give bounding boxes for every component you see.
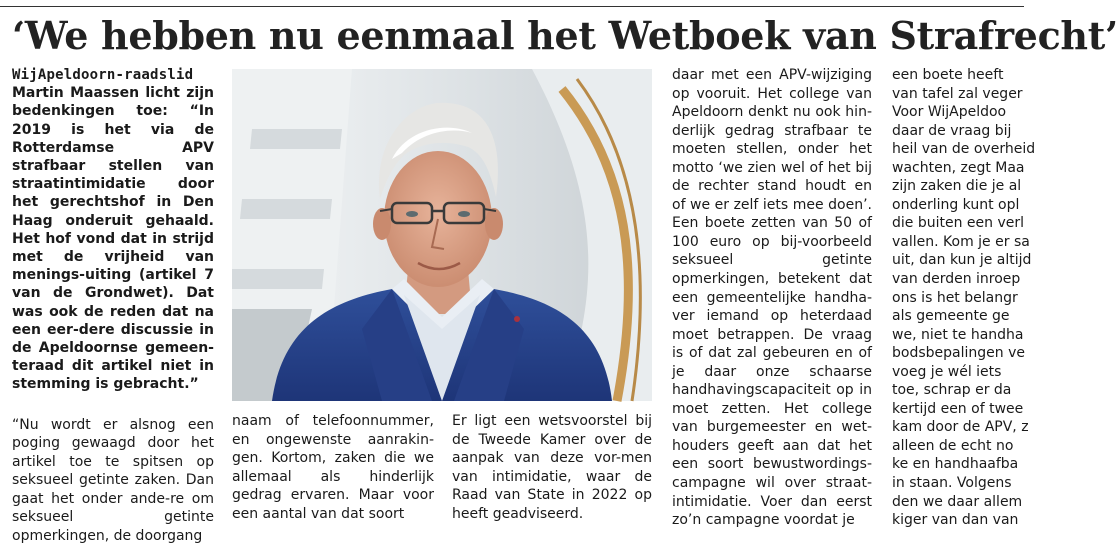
- body-paragraph-4: daar met een APV-wijziging op vooruit. Het college van Apeldoorn denkt nu ook hin-derlijk gedrag strafbaar te moeten stellen, onder het motto ‘we zien wel of het bij de rechter stand houdt en of we er zelf iets mee doen’. Een boete zetten van 50 of 100 euro op bij-voorbeeld seksueel getinte opmerkingen, betekent dat een gemeentelijke handha-ver iemand op heterdaad moet betrappen. De vraag is of dat zal gebeuren en of je daar onze schaarse handhavingscapaciteit op in moet zetten. Het college van burgemeester en wet-houders geeft aan dat het een soort bewustwordings-campagne wil over straat-intimidatie. Voer dan eerst zo’n campagne voordat je: [672, 67, 872, 529]
- article-column-1: [12, 66, 214, 544]
- article-column-3: [452, 412, 652, 522]
- col5-line: kiger van dan van: [892, 512, 1019, 529]
- col5-line: bodsbepalingen ve: [892, 345, 1025, 362]
- col5-line: onderling kunt opl: [892, 196, 1020, 213]
- col5-line: zijn zaken die je al: [892, 178, 1022, 195]
- body-paragraph-2: naam of telefoonnummer, en ongewenste aanrakin-gen. Kortom, zaken die we allemaal als hinderlijk gedrag ervaren. Maar voor een aantal van dat soort: [232, 413, 434, 522]
- col5-line: den we daar allem: [892, 493, 1023, 510]
- article-column-5: [892, 66, 1052, 529]
- col5-line: wachten, zegt Maa: [892, 159, 1025, 176]
- lead-text: Martin Maassen licht zijn bedenkingen toe: “In 2019 is het via de Rotterdamse APV strafbaar stellen van straatintimidatie door het gerechtshof in Den Haag onderuit gehaald. Het hof vond dat in strijd met de vrijheid van menings-uiting (artikel 7 van de Grondwet). Dat was ook de reden dat na een eer-dere discussie in de Apeldoornse gemeen-teraad dit artikel niet in stemming is gebracht.”: [12, 85, 214, 393]
- col5-line: kertijd een of twee: [892, 400, 1024, 417]
- col5-line: ons is het belangr: [892, 289, 1018, 306]
- col5-line: van tafel zal veger: [892, 85, 1023, 102]
- article-column-2: [232, 412, 434, 522]
- lead-intro: WijApeldoorn-raadslid: [12, 67, 194, 83]
- col5-line: ke en handhaafba: [892, 456, 1019, 473]
- col5-line: vallen. Kom je er sa: [892, 233, 1030, 250]
- col5-line: Voor WijApeldoo: [892, 104, 1007, 121]
- col5-line: heil van de overheid: [892, 141, 1036, 158]
- col5-line: uit, dan kun je altijd: [892, 252, 1032, 269]
- col5-line: alleen de echt no: [892, 437, 1014, 454]
- col5-line: een boete heeft: [892, 67, 1004, 83]
- article-column-4: [672, 66, 872, 529]
- top-rule: [0, 6, 1024, 7]
- col5-line: die buiten een verl: [892, 215, 1025, 232]
- col5-line: we, niet te handha: [892, 326, 1024, 343]
- lead-paragraph: [12, 66, 214, 394]
- col5-line: voeg je wél iets: [892, 363, 1002, 380]
- body-paragraph-1: “Nu wordt er alsnog een poging gewaagd door het artikel toe te spitsen op seksueel getinte zaken. Dan gaat het onder ande-re om seksueel getinte opmerkingen, de doorgang: [12, 416, 214, 544]
- portrait-illustration: [232, 69, 652, 401]
- col5-line: van derden inroep: [892, 271, 1021, 288]
- col5-line: daar de vraag bij: [892, 122, 1012, 139]
- col5-line: kam door de APV, z: [892, 419, 1029, 436]
- headline: ‘We hebben nu eenmaal het Wetboek van Strafrecht’: [12, 13, 1118, 58]
- body-paragraph-3: Er ligt een wetsvoorstel bij de Tweede Kamer over de aanpak van deze vor-men van intimidatie, waar de Raad van State in 2022 op heeft geadviseerd.: [452, 413, 652, 522]
- col5-line: als gemeente ge: [892, 308, 1010, 325]
- col5-line: toe, schrap er da: [892, 382, 1012, 399]
- portrait-photo: [232, 69, 652, 401]
- col5-line: in staan. Volgens: [892, 475, 1012, 492]
